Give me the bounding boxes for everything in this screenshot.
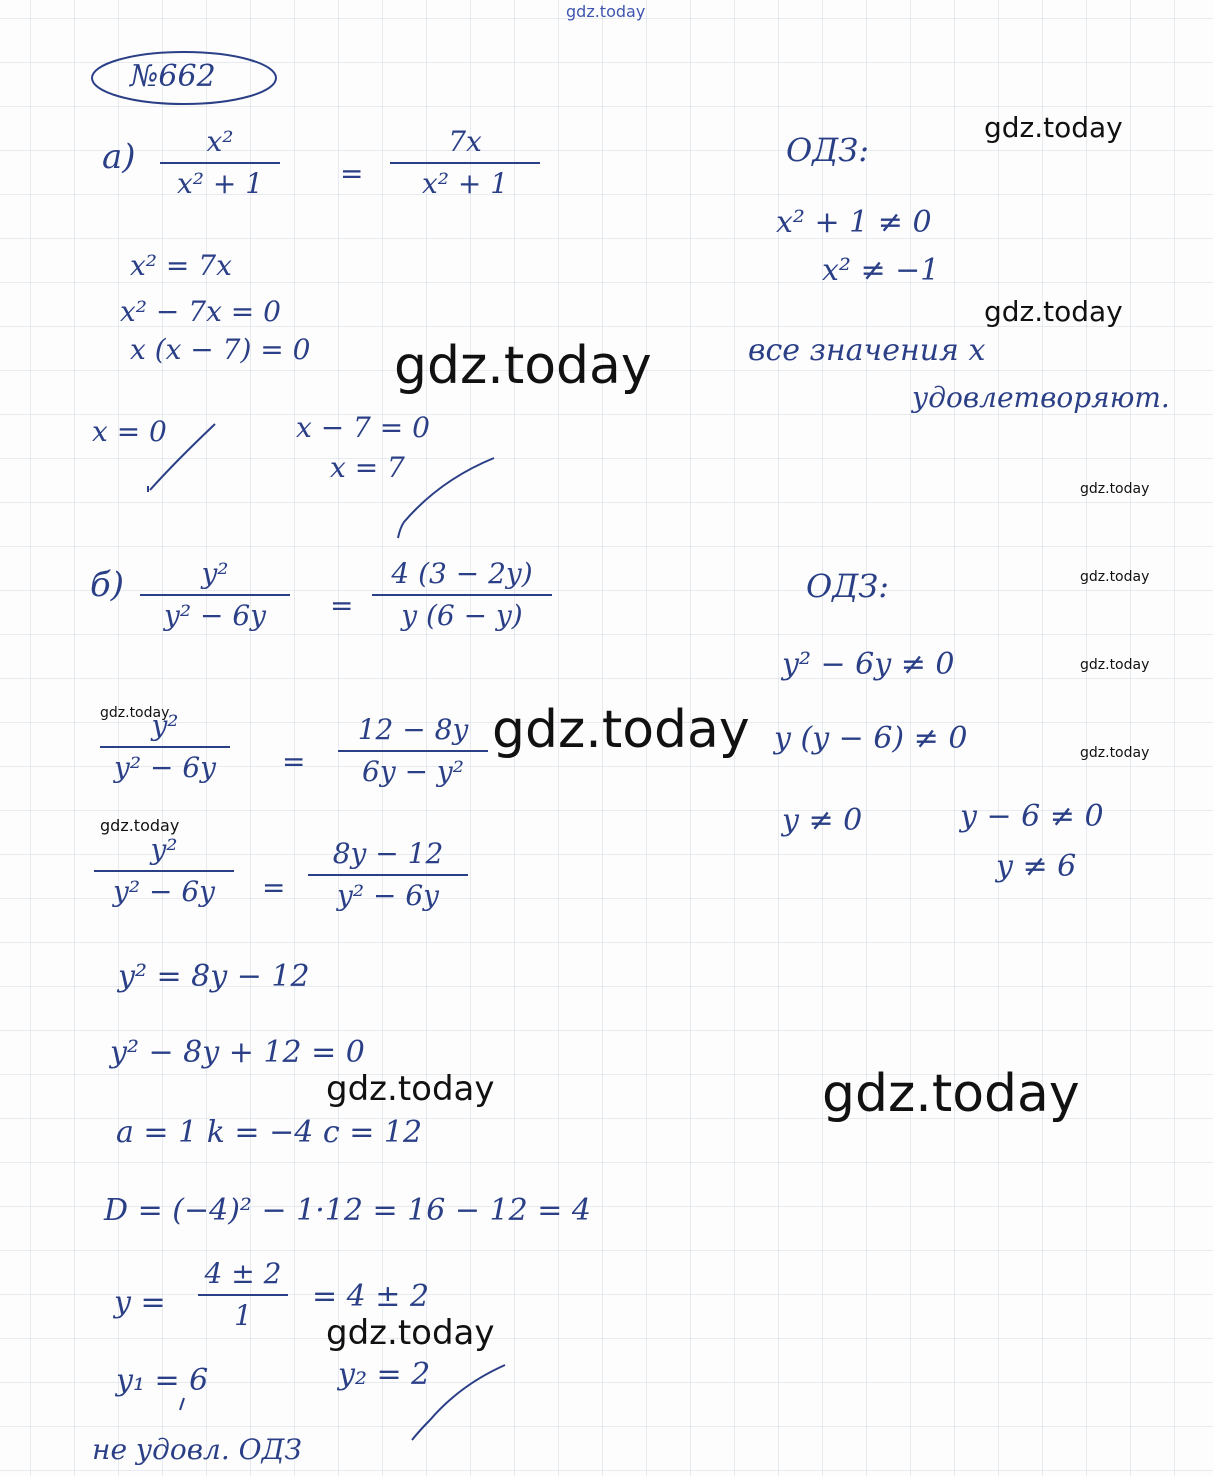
task-number: №662 [130,59,216,94]
fraction-denominator: y (6 − y) [401,599,523,632]
part-b-y-formula-fraction [198,1257,288,1332]
part-a-odz-line-1: x² + 1 ≠ 0 [776,205,932,240]
part-b-eq1-right-fraction [372,557,552,632]
part-b-y1: y₁ = 6 [116,1363,209,1398]
fraction-numerator: x² [206,125,234,158]
part-b-y-formula-lhs: y = [114,1285,166,1320]
part-b-odz-line-3b: y − 6 ≠ 0 [960,799,1104,834]
fraction-numerator: 12 − 8y [357,713,469,746]
watermark-medium-1: gdz.today [984,111,1123,144]
fraction-bar [94,870,234,872]
watermark-small-5: gdz.today [100,705,170,721]
fraction-numerator: 4 ± 2 [204,1257,282,1290]
equals-sign: = [330,589,354,622]
watermark-medium-2: gdz.today [984,295,1123,328]
part-a-line-3: x (x − 7) = 0 [130,333,311,366]
fraction-bar [338,750,488,752]
part-b-eq3-right-fraction [308,837,468,912]
fraction-numerator: 7x [448,125,482,158]
part-a-right-fraction [390,125,540,200]
part-a-root-2-line-2: x = 7 [330,451,405,484]
part-b-eq2-left-fraction [100,709,230,784]
fraction-bar [160,162,280,164]
part-a-line-1: x² = 7x [130,249,232,282]
fraction-bar [198,1294,288,1296]
fraction-numerator: y² [150,833,178,866]
part-a-root-2-line-1: x − 7 = 0 [296,411,430,444]
fraction-denominator: y² − 6y [114,751,216,784]
fraction-bar [140,594,290,596]
part-b-y-formula-rhs: = 4 ± 2 [312,1279,430,1314]
fraction-denominator: x² + 1 [421,167,509,200]
check-mark-2 [398,458,494,538]
watermark-small-6: gdz.today [100,816,180,835]
fraction-numerator: y² [151,709,179,742]
part-a-root-1: x = 0 [92,415,167,448]
part-b-odz-line-2: y (y − 6) ≠ 0 [774,721,968,756]
part-b-eq1-left-fraction [140,557,290,632]
fraction-denominator: 1 [234,1299,252,1332]
watermark-small-2: gdz.today [1080,569,1150,585]
equals-sign: = [282,745,306,778]
part-b-odz-line-3a: y ≠ 0 [782,803,863,838]
fraction-denominator: y² − 6y [337,879,439,912]
fraction-denominator: y² − 6y [113,875,215,908]
fraction-denominator: x² + 1 [176,167,264,200]
part-a-odz-line-2: x² ≠ −1 [822,253,940,288]
watermark-small-3: gdz.today [1080,657,1150,673]
part-a-left-fraction [160,125,280,200]
part-b-note: не удовл. ОДЗ [92,1433,302,1466]
part-b-line-3: a = 1 k = −4 c = 12 [116,1115,423,1150]
part-b-line-1: y² = 8y − 12 [118,959,310,994]
part-b-eq3-left-fraction [94,833,234,908]
part-a-odz-line-3: все значения x [748,333,986,368]
part-a-odz-title: ОДЗ: [786,131,869,169]
part-a-line-2: x² − 7x = 0 [120,295,281,328]
watermark-small-1: gdz.today [1080,481,1150,497]
part-b-eq2-right-fraction [338,713,488,788]
part-b-odz-line-1: y² − 6y ≠ 0 [782,647,955,682]
watermark-large-1: gdz.today [394,336,652,396]
fraction-numerator: 4 (3 − 2y) [391,557,533,590]
fraction-bar [390,162,540,164]
watermark-medium-4: gdz.today [326,1313,495,1353]
part-b-odz-line-4: y ≠ 6 [996,849,1077,884]
fraction-bar [372,594,552,596]
fraction-numerator: y² [201,557,229,590]
fraction-denominator: y² − 6y [164,599,266,632]
fraction-numerator: 8y − 12 [332,837,444,870]
equals-sign: = [340,157,364,190]
part-b-marker: б) [90,565,125,605]
watermark-top: gdz.today [566,2,646,21]
check-mark-3 [180,1398,184,1410]
part-b-odz-title: ОДЗ: [806,567,889,605]
watermark-large-2: gdz.today [492,700,750,760]
part-b-y2: y₂ = 2 [338,1357,431,1392]
equals-sign: = [262,871,286,904]
fraction-bar [308,874,468,876]
part-a-odz-line-4: удовлетворяют. [912,381,1170,414]
watermark-small-4: gdz.today [1080,745,1150,761]
watermark-large-3: gdz.today [822,1064,1080,1124]
watermark-medium-3: gdz.today [326,1069,495,1109]
part-a-marker: а) [102,137,136,177]
fraction-denominator: 6y − y² [362,755,464,788]
part-b-line-2: y² − 8y + 12 = 0 [110,1035,365,1070]
fraction-bar [100,746,230,748]
part-b-line-4: D = (−4)² − 1·12 = 16 − 12 = 4 [104,1193,591,1228]
